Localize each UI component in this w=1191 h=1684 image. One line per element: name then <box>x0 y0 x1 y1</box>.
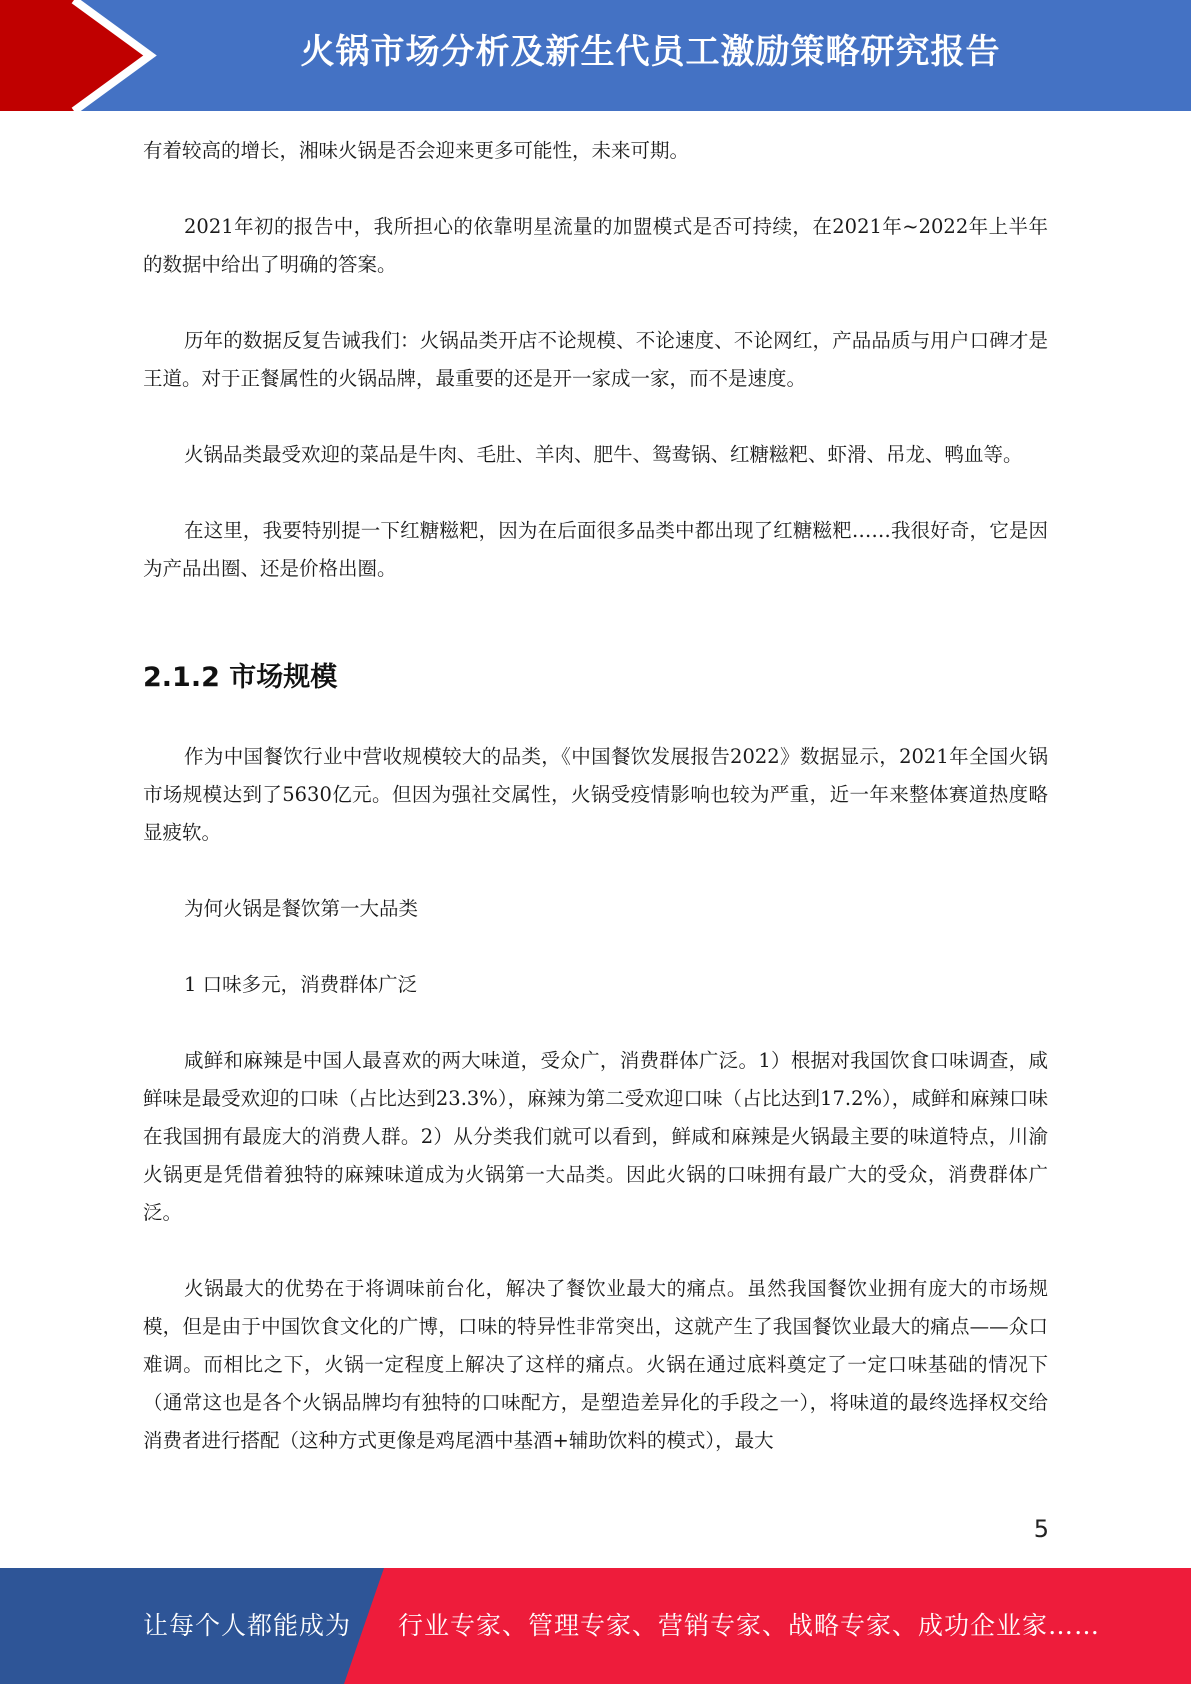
paragraph-7: 咸鲜和麻辣是中国人最喜欢的两大味道，受众广，消费群体广泛。1）根据对我国饮食口味调查，咸鲜味是最受欢迎的口味（占比达到23.3%），麻辣为第二受欢迎口味（占比达到17.2%），咸鲜和麻辣口味在我国拥有最庞大的消费人群。2）从分类我们就可以看到，鲜咸和麻辣是火锅最主要的味道特点，川渝火锅更是凭借着独特的麻辣味道成为火锅第一大品类。因此火锅的口味拥有最广大的受众，消费群体广泛。 <box>143 1049 1048 1224</box>
paragraph-8: 火锅最大的优势在于将调味前台化，解决了餐饮业最大的痛点。虽然我国餐饮业拥有庞大的市场规模，但是由于中国饮食文化的广博，口味的特异性非常突出，这就产生了我国餐饮业最大的痛点——众口难调。而相比之下，火锅一定程度上解决了这样的痛点。火锅在通过底料奠定了一定口味基础的情况下（通常这也是各个火锅品牌均有独特的口味配方，是塑造差异化的手段之一），将味道的最终选择权交给消费者进行搭配（这种方式更像是鸡尾酒中基酒+辅助饮料的模式），最大 <box>143 1277 1048 1452</box>
subheading-point-1: 1 口味多元，消费群体广泛 <box>184 973 418 996</box>
paragraph-2: 2021年初的报告中，我所担心的依靠明星流量的加盟模式是否可持续，在2021年~2022年上半年的数据中给出了明确的答案。 <box>143 215 1048 276</box>
subheading-why-hotpot: 为何火锅是餐饮第一大品类 <box>184 897 419 920</box>
paragraph-1: 有着较高的增长，湘味火锅是否会迎来更多可能性，未来可期。 <box>143 139 690 162</box>
page-number: 5 <box>1033 1515 1049 1543</box>
red-chevron-decoration <box>0 0 160 111</box>
paragraph-5: 在这里，我要特别提一下红糖糍粑，因为在后面很多品类中都出现了红糖糍粑……我很好奇，它是因为产品出圈、还是价格出圈。 <box>143 519 1048 580</box>
paragraph-3: 历年的数据反复告诫我们：火锅品类开店不论规模、不论速度、不论网红，产品品质与用户口碑才是王道。对于正餐属性的火锅品牌，最重要的还是开一家成一家，而不是速度。 <box>143 329 1048 390</box>
paragraph-4: 火锅品类最受欢迎的菜品是牛肉、毛肚、羊肉、肥牛、鸳鸯锅、红糖糍粑、虾滑、吊龙、鸭血等。 <box>184 443 1023 466</box>
page-header <box>0 0 1191 111</box>
paragraph-6: 作为中国餐饮行业中营收规模较大的品类，《中国餐饮发展报告2022》数据显示，2021年全国火锅市场规模达到了5630亿元。但因为强社交属性，火锅受疫情影响也较为严重，近一年来整体赛道热度略显疲软。 <box>143 745 1048 844</box>
chevron-shape <box>0 0 150 111</box>
page-footer <box>0 1568 1191 1684</box>
report-title: 火锅市场分析及新生代员工激励策略研究报告 <box>300 32 1001 72</box>
footer-slogan-right: 行业专家、管理专家、营销专家、战略专家、成功企业家…… <box>398 1611 1101 1640</box>
footer-slogan-left: 让每个人都能成为 <box>143 1611 352 1640</box>
section-heading-market-size: 2.1.2 市场规模 <box>143 662 338 693</box>
document-body <box>143 132 1048 1460</box>
